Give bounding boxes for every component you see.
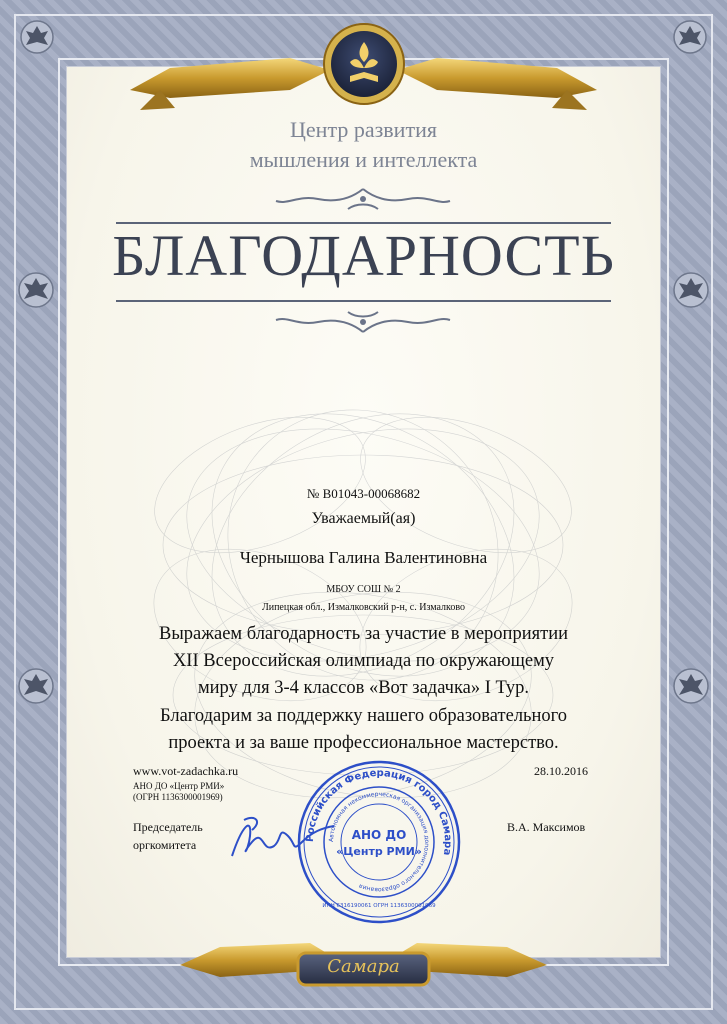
stamp-center-line1: АНО ДО xyxy=(351,828,407,842)
body-line-2: XII Всероссийская олимпиада по окружающему xyxy=(172,651,555,671)
eagle-emblem-icon xyxy=(17,17,57,57)
recipient-name: Чернышова Галина Валентиновна xyxy=(239,548,488,567)
ribbon-city-text: Самара xyxy=(327,956,400,977)
school-address: Липецкая обл., Измалковский р-н, с. Измалково xyxy=(261,602,466,613)
body-line-5: проекта и за ваше профессиональное мастерство. xyxy=(168,733,559,753)
eagle-emblem-icon xyxy=(670,17,710,57)
ogrn: (ОГРН 1136300001969) xyxy=(133,792,223,802)
body-line-3: миру для 3-4 классов «Вот задачка» I Тур. xyxy=(197,678,530,698)
stamp-center-line2: «Центр РМИ» xyxy=(336,845,422,858)
flourish-bottom-icon xyxy=(268,306,458,336)
title-rule-bottom xyxy=(116,300,611,302)
page-title: БЛАГОДАРНОСТЬ xyxy=(112,223,615,288)
signatory-name: В.А. Максимов xyxy=(507,820,586,834)
chair-line1: Председатель xyxy=(133,820,203,834)
school-name: МБОУ СОШ № 2 xyxy=(326,584,401,595)
certificate-number: № В01043-00068682 xyxy=(306,486,421,501)
website: www.vot-zadachka.ru xyxy=(133,764,239,778)
official-stamp-icon xyxy=(294,757,464,927)
logo-medallion-icon xyxy=(322,12,406,112)
body-line-4: Благодарим за поддержку нашего образовательного xyxy=(159,706,568,726)
flourish-top-icon xyxy=(268,185,458,215)
org-name-line1: Центр развития xyxy=(290,117,437,142)
org-name-line2: мышления и интеллекта xyxy=(249,147,478,172)
chair-line2: оргкомитета xyxy=(133,838,197,852)
stamp-inn-text: ИНН 6316190061 ОГРН 1136300001969 xyxy=(322,903,436,909)
stamp-inner-ring-text: Автономная некоммерческая организация дополнительного образования xyxy=(327,790,431,894)
org-short-name: АНО ДО «Центр РМИ» xyxy=(133,781,225,791)
date: 28.10.2016 xyxy=(534,764,588,778)
stamp-outer-ring-text: Российская Федерация город Самара xyxy=(304,767,454,857)
body-line-1: Выражаем благодарность за участие в мероприятии xyxy=(158,624,568,644)
salutation: Уважаемый(ая) xyxy=(311,510,416,527)
